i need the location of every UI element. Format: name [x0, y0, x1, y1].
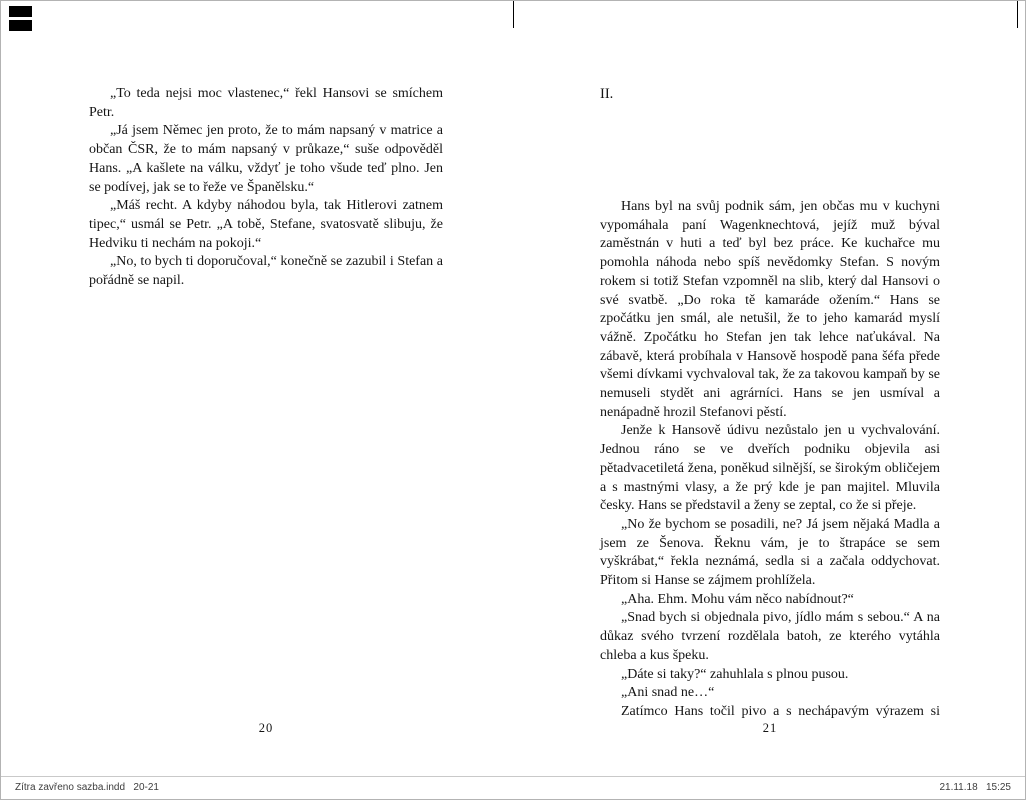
- paragraph: „No že bychom se posadili, ne? Já jsem nějaká Madla a jsem ze Šenova. Řeknu vám, je to štrapáce se sem vyškrábat,“ řekla neznámá, sedla si a začala oddychovat. Přitom si Hanse se zájmem prohlížela.: [600, 516, 940, 589]
- right-text-column: [600, 198, 940, 722]
- paragraph: „Máš recht. A kdyby náhodou byla, tak Hitlerovi zatnem tipec,“ usmál se Petr. „A tobě, Stefane, svatosvatě slibuju, že Hedviku ti nechám na pokoji.“: [89, 198, 443, 251]
- paragraph: „Dáte si taky?“ zahuhlala s plnou pusou.: [621, 666, 849, 682]
- paragraph: Zatímco Hans točil pivo a s nechápavým výrazem si: [621, 703, 940, 719]
- chapter-heading: II.: [600, 86, 614, 102]
- paragraph: „Ani snad ne…“: [621, 685, 715, 701]
- paragraph: Hans byl na svůj podnik sám, jen občas mu v kuchyni vypomáhala paní Wagenknechtová, jejíž muž býval zaměstnán v huti a teď byl bez práce. Ke kuchařce mu pomohla náhoda nebo spíš nevědomky Stefan. S novým rokem si totiž Stefan vzpomněl na slib, který dal Hansovi o své svatbě. „Do roka tě kamaráde ožením.“ Hans se zpočátku jen smál, ale netušil, že to jeho kamarád myslí vážně. Zpočátku ho Stefan jen tak lehce naťukával. Na zábavě, která probíhala v Hansově hospodě pana šéfa přede všemi dívkami vychvaloval tak, že za takovou kampaň by se nemuseli stydět ani agrárníci. Hans se jen usmíval a nenápadně hrozil Stefanovi pěstí.: [600, 199, 940, 420]
- page-number-left: 20: [258, 721, 274, 735]
- registration-mark-top: [9, 6, 32, 17]
- paragraph: „No, to bych ti doporučoval,“ konečně se zazubil i Stefan a pořádně se napil.: [89, 254, 443, 289]
- page-number-right: 21: [762, 721, 778, 735]
- registration-mark-bottom: [9, 20, 32, 31]
- paragraph: „To teda nejsi moc vlastenec,“ řekl Hansovi se smíchem Petr.: [89, 86, 443, 120]
- paragraph: „Já jsem Němec jen proto, že to mám napsaný v matrice a občan ČSR, že to mám napsaný v průkaze,“ suše odpověděl Hans. „A kašlete na válku, vždyť je toho všude teď plno. Jen se podívej, jak se to řeže ve Španělsku.“: [89, 123, 443, 195]
- slug-filename: Zítra zavřeno sazba.indd 20-21: [15, 782, 159, 793]
- slug-divider: [1, 776, 1026, 777]
- paragraph: Jenže k Hansově údivu nezůstalo jen u vychvalování. Jednou ráno se ve dveřích podniku objevila asi pětadvacetiletá žena, poněkud silnější, se širokým obličejem a s mastnými vlasy, a že prý kde je pan majitel. Mluvila česky. Hans se představil a ženy se zeptal, co že si přeje.: [600, 423, 940, 514]
- slug-line: [15, 782, 1011, 793]
- right-crop-mark: [1017, 1, 1018, 28]
- paragraph: „Aha. Ehm. Mohu vám něco nabídnout?“: [621, 591, 854, 607]
- slug-timestamp: 21.11.18 15:25: [939, 782, 1011, 793]
- left-text-column: [89, 85, 443, 291]
- paragraph: „Snad bych si objednala pivo, jídlo mám s sebou.“ A na důkaz svého tvrzení rozdělala batoh, ze kterého vytáhla chleba a kus špeku.: [600, 610, 940, 663]
- center-crop-mark: [513, 1, 514, 28]
